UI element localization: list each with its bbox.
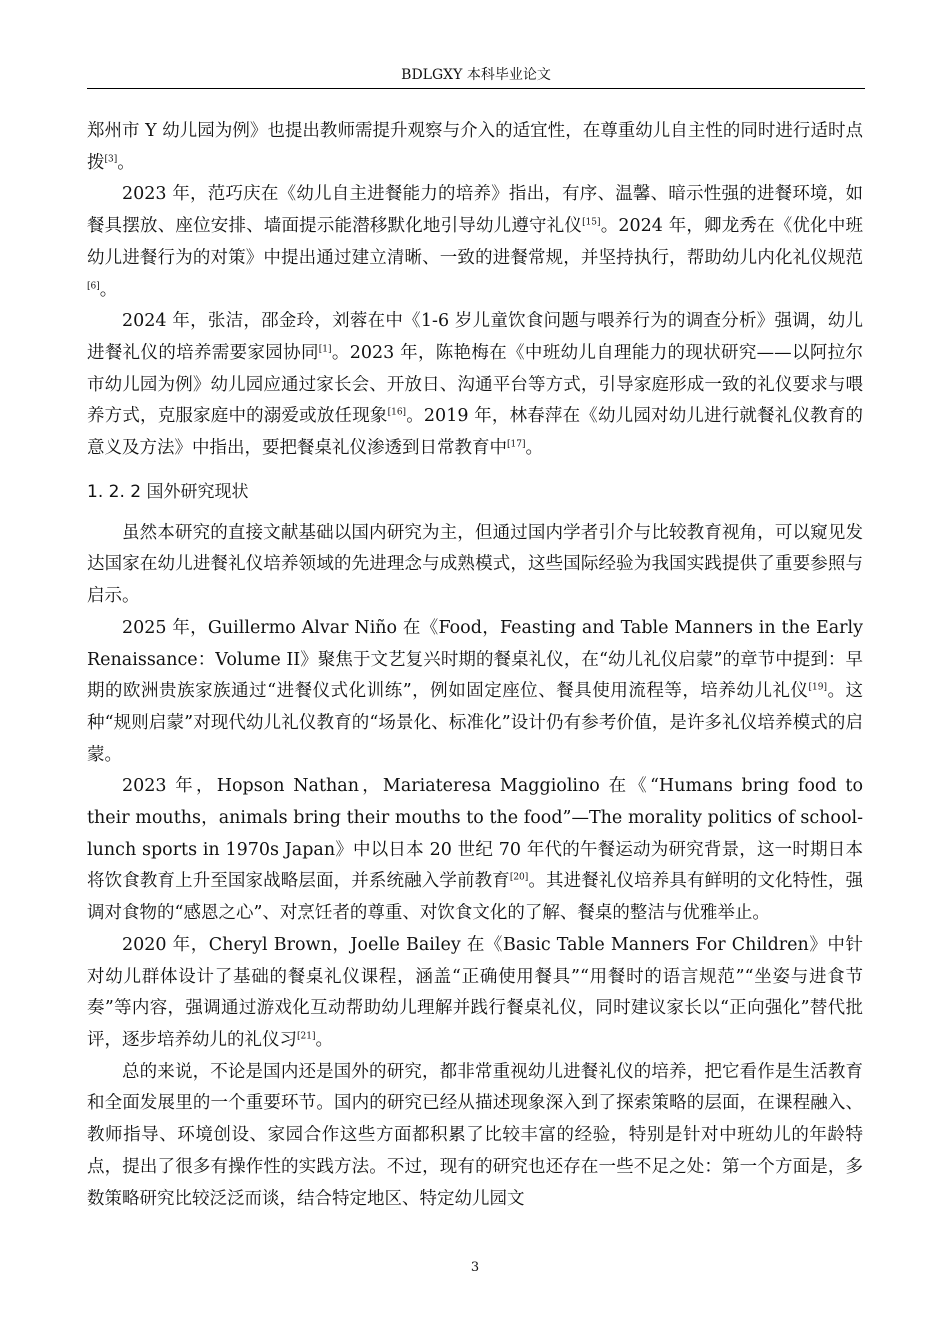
paragraph: 2023 年，Hopson Nathan，Mariateresa Maggiolino 在《“Humans bring food to their mouths，animals bring their mouths to the food”—The morality politics of school-lunch sports in 1970s Japan》中以日本 20 世纪 70 年代的午餐运动为研究背景，这一时期日本将饮食教育上升至国家战略层面，并系统融入学前教育[20]。其进餐礼仪培养具有鲜明的文化特性，强调对食物的“感恩之心”、对烹饪者的尊重、对饮食文化的了解、餐桌的整洁与优雅举止。 xyxy=(87,776,864,924)
paragraph: 2025 年，Guillermo Alvar Niño 在《Food，Feasting and Table Manners in the Early Renaissance：Volume II》聚焦于文艺复兴时期的餐桌礼仪，在“幼儿礼仪启蒙”的章节中提到：早期的欧洲贵族家族通过“进餐仪式化训练”，例如固定座位、餐具使用流程等，培养幼儿礼仪[19]。这种“规则启蒙”对现代幼儿礼仪教育的“场景化、标准化”设计仍有参考价值，是许多礼仪培养模式的启蒙。 xyxy=(87,617,864,765)
page-body xyxy=(87,116,863,1215)
paragraph: 2023 年，范巧庆在《幼儿自主进餐能力的培养》指出，有序、温馨、暗示性强的进餐环境，如餐具摆放、座位安排、墙面提示能潜移默化地引导幼儿遵守礼仪[15]。2024 年，卿龙秀在《优化中班幼儿进餐行为的对策》中提出通过建立清晰、一致的进餐常规，并坚持执行，帮助幼儿内化礼仪规范[6]。 xyxy=(87,184,863,300)
citation: [16] xyxy=(387,407,407,418)
paragraph: 2020 年，Cheryl Brown，Joelle Bailey 在《Basic Table Manners For Children》中针对幼儿群体设计了基础的餐桌礼仪课程，涵盖“正确使用餐具”“用餐时的语言规范”“坐姿与进食节奏”等内容，强调通过游戏化互动帮助幼儿理解并践行餐桌礼仪，同时建议家长以“正向强化”替代批评，逐步培养幼儿的礼仪习[21]。 xyxy=(87,934,863,1050)
paragraph: 虽然本研究的直接文献基础以国内研究为主，但通过国内学者引介与比较教育视角，可以窥见发达国家在幼儿进餐礼仪培养领域的先进理念与成熟模式，这些国际经验为我国实践提供了重要参照与启示。 xyxy=(87,522,863,607)
citation: [21] xyxy=(297,1031,316,1042)
citation: [15] xyxy=(582,217,601,228)
paragraph: 2024 年，张洁，邵金玲，刘蓉在中《1-6 岁儿童饮食问题与喂养行为的调查分析》强调，幼儿进餐礼仪的培养需要家园协同[1]。2023 年，陈艳梅在《中班幼儿自理能力的现状研究——以阿拉尔市幼儿园为例》幼儿园应通过家长会、开放日、沟通平台等方式，引导家庭形成一致的礼仪要求与喂养方式，克服家庭中的溺爱或放任现象[16]。2019 年，林春萍在《幼儿园对幼儿进行就餐礼仪教育的意义及方法》中指出，要把餐桌礼仪渗透到日常教育中[17]。 xyxy=(87,311,863,459)
section-heading: 1. 2. 2 国外研究现状 xyxy=(87,481,249,502)
citation: [17] xyxy=(507,439,526,450)
citation: [1] xyxy=(318,344,332,355)
citation: [6] xyxy=(87,280,100,291)
page-header xyxy=(87,64,865,89)
paragraph: 总的来说，不论是国内还是国外的研究，都非常重视幼儿进餐礼仪的培养，把它看作是生活教育和全面发展里的一个重要环节。国内的研究已经从描述现象深入到了探索策略的层面，在课程融入、教师指导、环境创设、家园合作这些方面都积累了比较丰富的经验，特别是针对中班幼儿的年龄特点，提出了很多有操作性的实践方法。不过，现有的研究也还存在一些不足之处：第一个方面是，多数策略研究比较泛泛而谈，结合特定地区、特定幼儿园文 xyxy=(87,1061,863,1209)
paragraph: 郑州市 Y 幼儿园为例》也提出教师需提升观察与介入的适宜性，在尊重幼儿自主性的同时进行适时点拨[3]。 xyxy=(87,121,863,173)
page-number: 3 xyxy=(470,1260,480,1275)
citation: [19] xyxy=(808,682,827,693)
citation: [3] xyxy=(104,153,118,164)
citation: [20] xyxy=(509,872,529,883)
header-title: BDLGXY 本科毕业论文 xyxy=(401,67,551,83)
